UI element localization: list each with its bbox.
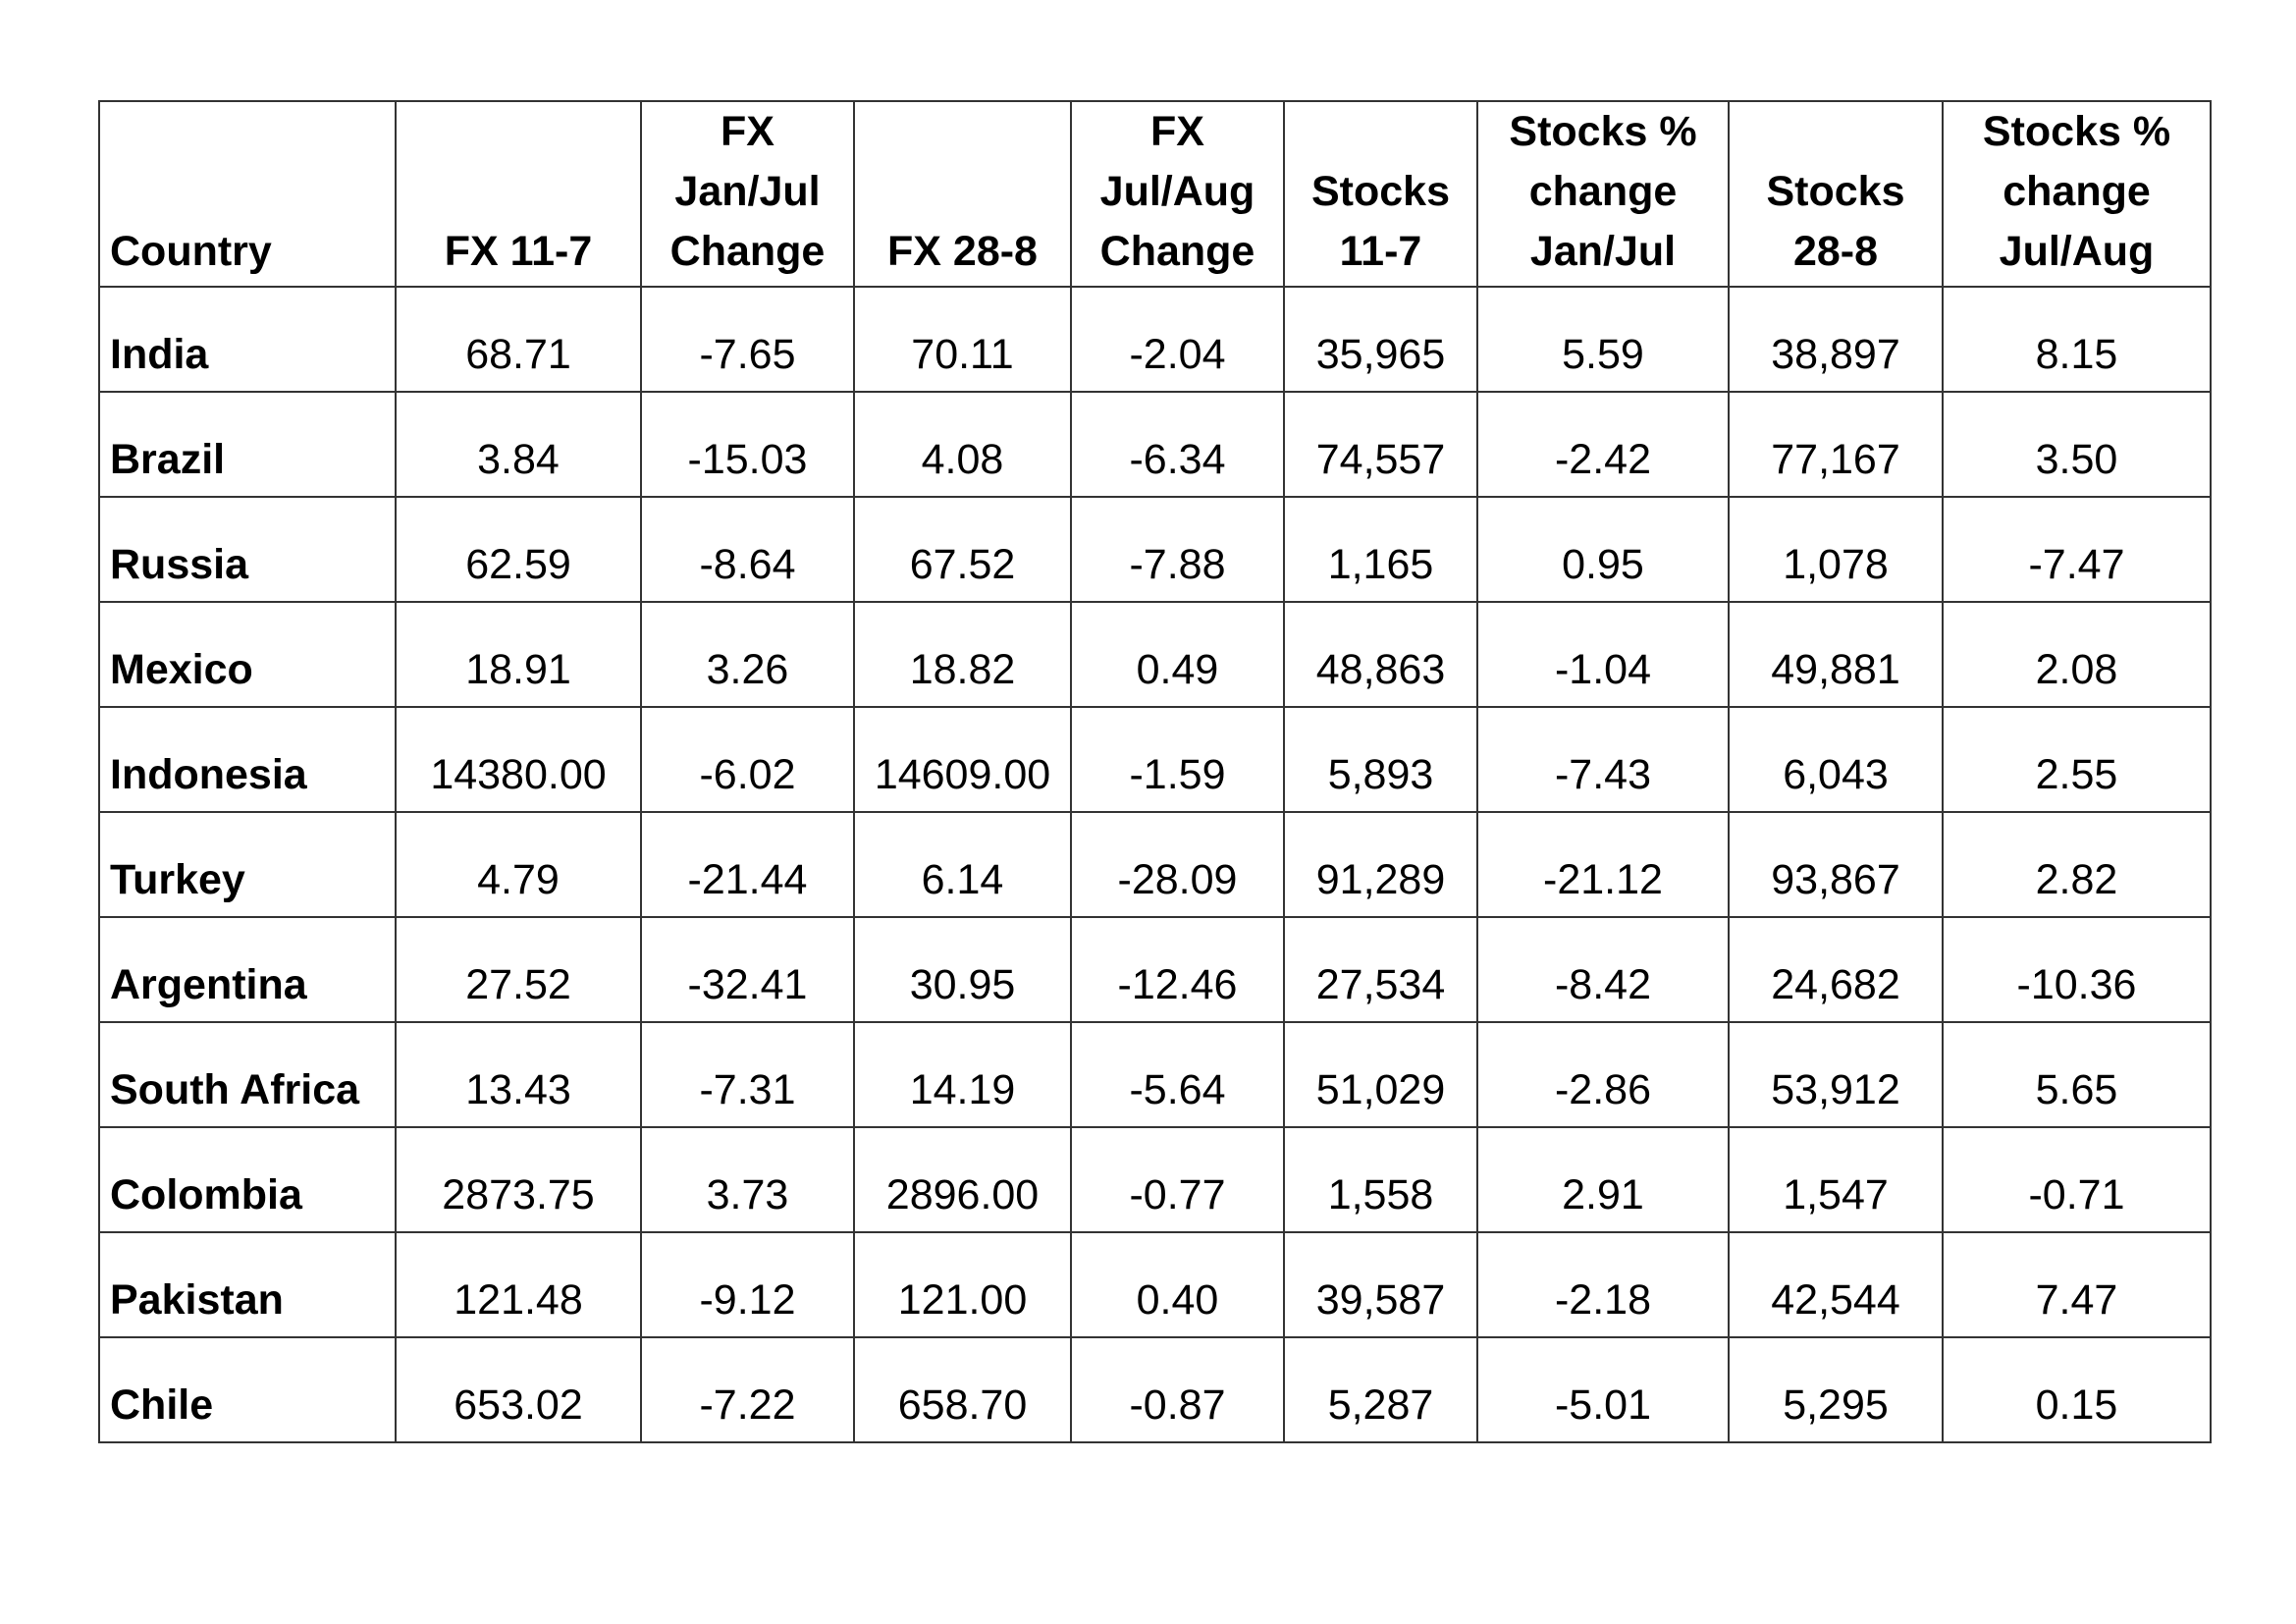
- fx-jan-jul-change-cell: 3.73: [641, 1127, 854, 1232]
- fx-28-8-cell: 4.08: [854, 392, 1071, 497]
- header-text: Stocks %: [1982, 108, 2171, 155]
- column-header-fx-jul-aug-change: [1071, 101, 1284, 287]
- table-row: [99, 287, 2211, 392]
- fx-28-8-cell: 30.95: [854, 917, 1071, 1022]
- country-cell: Argentina: [99, 917, 396, 1022]
- table-row: [99, 1127, 2211, 1232]
- stocks-pct-change-jul-aug-cell: -10.36: [1943, 917, 2211, 1022]
- stocks-11-7-cell: 1,558: [1284, 1127, 1477, 1232]
- country-cell: South Africa: [99, 1022, 396, 1127]
- column-header-stocks-pct-change-jul-aug: [1943, 101, 2211, 287]
- fx-jul-aug-change-cell: -0.77: [1071, 1127, 1284, 1232]
- fx-28-8-cell: 14609.00: [854, 707, 1071, 812]
- header-text: 28-8: [1792, 228, 1879, 275]
- stocks-pct-change-jul-aug-cell: 0.15: [1943, 1337, 2211, 1442]
- fx-11-7-cell: 68.71: [396, 287, 641, 392]
- country-cell: Pakistan: [99, 1232, 396, 1337]
- stocks-11-7-cell: 74,557: [1284, 392, 1477, 497]
- fx-28-8-cell: 6.14: [854, 812, 1071, 917]
- column-header-country: [99, 101, 396, 287]
- stocks-pct-change-jan-jul-cell: -2.18: [1477, 1232, 1729, 1337]
- fx-stocks-table: [98, 100, 2212, 1443]
- stocks-pct-change-jul-aug-cell: 5.65: [1943, 1022, 2211, 1127]
- stocks-pct-change-jan-jul-cell: -2.86: [1477, 1022, 1729, 1127]
- fx-11-7-cell: 62.59: [396, 497, 641, 602]
- header-text: Jul/Aug: [1099, 168, 1255, 215]
- stocks-pct-change-jul-aug-cell: 7.47: [1943, 1232, 2211, 1337]
- column-header-stocks-pct-change-jan-jul: [1477, 101, 1729, 287]
- fx-28-8-cell: 658.70: [854, 1337, 1071, 1442]
- stocks-28-8-cell: 53,912: [1729, 1022, 1943, 1127]
- stocks-11-7-cell: 1,165: [1284, 497, 1477, 602]
- header-text: 11-7: [1339, 228, 1422, 275]
- country-cell: Brazil: [99, 392, 396, 497]
- header-text: FX 28-8: [887, 228, 1038, 275]
- fx-11-7-cell: 13.43: [396, 1022, 641, 1127]
- stocks-28-8-cell: 1,078: [1729, 497, 1943, 602]
- stocks-11-7-cell: 39,587: [1284, 1232, 1477, 1337]
- stocks-11-7-cell: 5,893: [1284, 707, 1477, 812]
- table-row: [99, 917, 2211, 1022]
- stocks-28-8-cell: 24,682: [1729, 917, 1943, 1022]
- stocks-pct-change-jul-aug-cell: 2.55: [1943, 707, 2211, 812]
- fx-11-7-cell: 4.79: [396, 812, 641, 917]
- header-text: FX: [1150, 108, 1204, 155]
- fx-jan-jul-change-cell: -32.41: [641, 917, 854, 1022]
- stocks-28-8-cell: 42,544: [1729, 1232, 1943, 1337]
- country-cell: India: [99, 287, 396, 392]
- header-text: Jan/Jul: [1529, 228, 1677, 275]
- fx-11-7-cell: 653.02: [396, 1337, 641, 1442]
- stocks-pct-change-jul-aug-cell: 2.08: [1943, 602, 2211, 707]
- stocks-28-8-cell: 38,897: [1729, 287, 1943, 392]
- header-text: FX: [721, 108, 774, 155]
- column-header-fx-11-7: [396, 101, 641, 287]
- stocks-pct-change-jan-jul-cell: 2.91: [1477, 1127, 1729, 1232]
- column-header-stocks-11-7: [1284, 101, 1477, 287]
- stocks-pct-change-jan-jul-cell: 0.95: [1477, 497, 1729, 602]
- fx-11-7-cell: 121.48: [396, 1232, 641, 1337]
- fx-jul-aug-change-cell: -1.59: [1071, 707, 1284, 812]
- header-text: Jul/Aug: [1999, 228, 2155, 275]
- fx-jul-aug-change-cell: -0.87: [1071, 1337, 1284, 1442]
- stocks-pct-change-jan-jul-cell: -1.04: [1477, 602, 1729, 707]
- fx-jul-aug-change-cell: -28.09: [1071, 812, 1284, 917]
- stocks-11-7-cell: 5,287: [1284, 1337, 1477, 1442]
- stocks-pct-change-jul-aug-cell: -0.71: [1943, 1127, 2211, 1232]
- header-row: [99, 101, 2211, 287]
- stocks-11-7-cell: 27,534: [1284, 917, 1477, 1022]
- fx-28-8-cell: 2896.00: [854, 1127, 1071, 1232]
- stocks-pct-change-jul-aug-cell: 8.15: [1943, 287, 2211, 392]
- fx-11-7-cell: 2873.75: [396, 1127, 641, 1232]
- fx-jul-aug-change-cell: -5.64: [1071, 1022, 1284, 1127]
- fx-jan-jul-change-cell: 3.26: [641, 602, 854, 707]
- fx-jan-jul-change-cell: -7.22: [641, 1337, 854, 1442]
- stocks-pct-change-jan-jul-cell: 5.59: [1477, 287, 1729, 392]
- fx-jan-jul-change-cell: -9.12: [641, 1232, 854, 1337]
- header-text: Change: [1099, 228, 1255, 275]
- fx-jul-aug-change-cell: -7.88: [1071, 497, 1284, 602]
- fx-11-7-cell: 14380.00: [396, 707, 641, 812]
- stocks-11-7-cell: 51,029: [1284, 1022, 1477, 1127]
- stocks-pct-change-jan-jul-cell: -7.43: [1477, 707, 1729, 812]
- fx-jul-aug-change-cell: -2.04: [1071, 287, 1284, 392]
- stocks-pct-change-jan-jul-cell: -21.12: [1477, 812, 1729, 917]
- fx-jan-jul-change-cell: -15.03: [641, 392, 854, 497]
- table-row: [99, 602, 2211, 707]
- fx-jul-aug-change-cell: 0.49: [1071, 602, 1284, 707]
- stocks-11-7-cell: 35,965: [1284, 287, 1477, 392]
- country-cell: Indonesia: [99, 707, 396, 812]
- stocks-28-8-cell: 5,295: [1729, 1337, 1943, 1442]
- fx-11-7-cell: 3.84: [396, 392, 641, 497]
- column-header-fx-28-8: [854, 101, 1071, 287]
- table-row: [99, 707, 2211, 812]
- table-row: [99, 392, 2211, 497]
- fx-28-8-cell: 14.19: [854, 1022, 1071, 1127]
- country-cell: Russia: [99, 497, 396, 602]
- fx-28-8-cell: 67.52: [854, 497, 1071, 602]
- country-cell: Chile: [99, 1337, 396, 1442]
- table-row: [99, 1232, 2211, 1337]
- stocks-28-8-cell: 6,043: [1729, 707, 1943, 812]
- fx-jan-jul-change-cell: -8.64: [641, 497, 854, 602]
- fx-jul-aug-change-cell: -12.46: [1071, 917, 1284, 1022]
- country-cell: Turkey: [99, 812, 396, 917]
- table-row: [99, 812, 2211, 917]
- fx-28-8-cell: 121.00: [854, 1232, 1071, 1337]
- stocks-pct-change-jul-aug-cell: 2.82: [1943, 812, 2211, 917]
- fx-jan-jul-change-cell: -7.65: [641, 287, 854, 392]
- fx-jan-jul-change-cell: -21.44: [641, 812, 854, 917]
- column-header-fx-jan-jul-change: [641, 101, 854, 287]
- stocks-28-8-cell: 77,167: [1729, 392, 1943, 497]
- fx-11-7-cell: 18.91: [396, 602, 641, 707]
- fx-28-8-cell: 18.82: [854, 602, 1071, 707]
- stocks-pct-change-jan-jul-cell: -8.42: [1477, 917, 1729, 1022]
- stocks-pct-change-jul-aug-cell: -7.47: [1943, 497, 2211, 602]
- table-row: [99, 1022, 2211, 1127]
- header-text: Stocks: [1310, 168, 1450, 215]
- header-text: change: [2002, 168, 2151, 215]
- header-text: FX 11-7: [444, 228, 593, 275]
- country-cell: Colombia: [99, 1127, 396, 1232]
- stocks-28-8-cell: 93,867: [1729, 812, 1943, 917]
- stocks-pct-change-jul-aug-cell: 3.50: [1943, 392, 2211, 497]
- header-text: Stocks: [1766, 168, 1905, 215]
- stocks-11-7-cell: 48,863: [1284, 602, 1477, 707]
- fx-jul-aug-change-cell: -6.34: [1071, 392, 1284, 497]
- country-cell: Mexico: [99, 602, 396, 707]
- fx-jan-jul-change-cell: -7.31: [641, 1022, 854, 1127]
- header-text: Jan/Jul: [674, 168, 821, 215]
- column-header-stocks-28-8: [1729, 101, 1943, 287]
- stocks-pct-change-jan-jul-cell: -5.01: [1477, 1337, 1729, 1442]
- table-row: [99, 1337, 2211, 1442]
- header-text: change: [1528, 168, 1678, 215]
- stocks-28-8-cell: 49,881: [1729, 602, 1943, 707]
- header-text: Country: [110, 228, 272, 275]
- header-text: Change: [669, 228, 826, 275]
- fx-jul-aug-change-cell: 0.40: [1071, 1232, 1284, 1337]
- fx-jan-jul-change-cell: -6.02: [641, 707, 854, 812]
- fx-28-8-cell: 70.11: [854, 287, 1071, 392]
- fx-11-7-cell: 27.52: [396, 917, 641, 1022]
- header-text: Stocks %: [1509, 108, 1697, 155]
- stocks-11-7-cell: 91,289: [1284, 812, 1477, 917]
- table-row: [99, 497, 2211, 602]
- stocks-pct-change-jan-jul-cell: -2.42: [1477, 392, 1729, 497]
- stocks-28-8-cell: 1,547: [1729, 1127, 1943, 1232]
